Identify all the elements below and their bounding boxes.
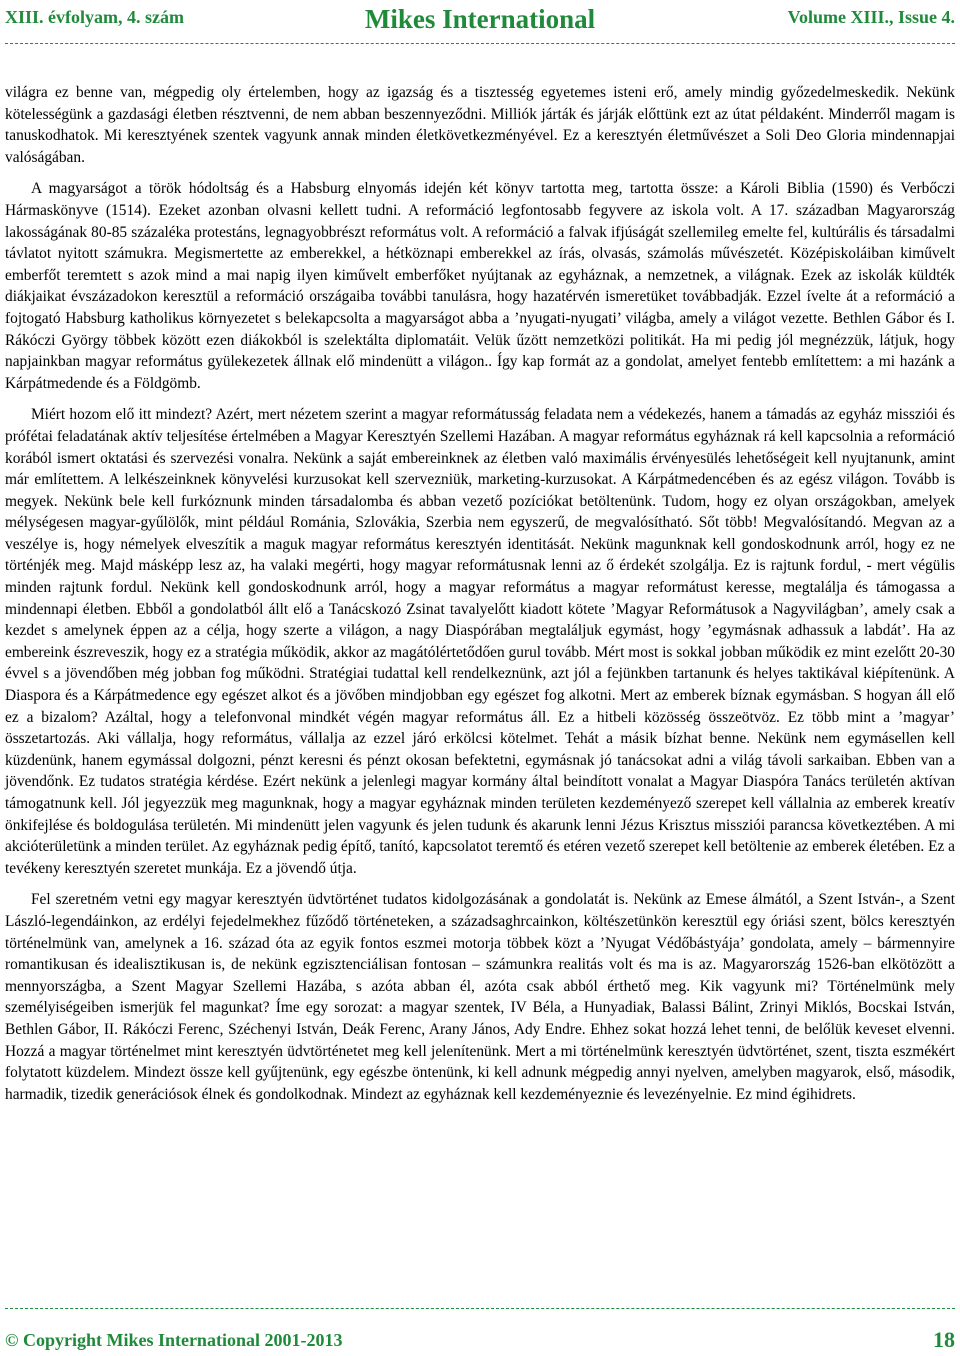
journal-title: Mikes International — [364, 4, 596, 34]
footer-divider — [5, 1308, 955, 1309]
paragraph-3: Miért hozom elő itt mindezt? Azért, mert nézetem szerint a magyar reformátusság feladata nem a védekezés, hanem a támadás az egyház missziói és prófétai feladatának aktív teljesítése értelmében a Magyar Keresztyén Szellemi Hazában. A magyar református egyháznak rá kell kapcsolnia a reformáció korából ismert oktatási és szervezési vonalra. Nekünk a saját embereinknek az életben való maximális érvényesülés lehetőségeit kell nyujtanunk, amint már említettem. A lelkészeinknek könyvelési kurzusokat kell szervezniük, marketing-kurzusokat. A Kárpátmedencében és az egész világon. Tovább is megyek. Nekünk bele kell furkóznunk minden társadalomba és abban vezető pozíciókat betöltenünk. Tudom, hogy ez olyan országokban, amelyek mélységesen magyar-gyűlölők, mint például Románia, Szlovákia, Szerbia nem egyszerű, de megvalósítható. Sőt több! Megvalósítandó. Megvan az a veszélye is, hogy némelyek elveszítik a maguk magyar református keresztyén identitását. Nekünk magunknak kell gondoskodnunk arról, hogy ez ne történjék meg. Majd másképp lesz az, ha valaki megérti, hogy magyar reformátusnak lenni az ő érdekét szolgálja. Ez is rajtunk fordul, - mert végülis minden rajtunk fordul. Nekünk kell gondoskodnunk arról, hogy a magyar református a magyar reformátust keresse, megtalálja és támogassa a mindennapi életben. Ebből a gondolatból állt elő a Tanácskozó Zsinat tavalyelőtt kiadott kötete ’Magyar Reformátusok a Nagyvilágban’, amely csak a kezdet s amelynek éppen az a célja, hogy szerte a világon, a nagy Diaspórában megtaláljuk egymást, hogy ’egymásnak adhassuk a labdát’. Ha az embereink észreveszik, hogy ez a stratégia működik, akkor az magátólértetődően gurul tovább. Mért most is sokkal jobban működik ez mint ezelőtt 20-30 évvel s a jövendőben még jobban fog működni. Stratégiai tudattal kell rendelkeznünk, azt jól a fejünkben tartanunk és helyes taktikával kiépítenünk. A Diaspora és a Kárpátmedence egy egészet alkot és a jövőben mindjobban egy egészet fog alkotni. Mert az emberek bíznak egymásban. S hogyan áll elő ez a bizalom? Azáltal, hogy a telefonvonal mindkét végén magyar református áll. Ez a hitbeli közösség összeötvöz. Ez több mint a ’magyar’ összetartozás. Aki vállalja, hogy református, vállalja az ezzel járó erkölcsi kötelmet. Tehát a másik bízhat benne. Nekünk nem egymásellen kell küzdenünk, hanem egymással dolgozni, pénzt keresni és pénzt okosan befektetni, egymásnak jó tanácsokat adni a világ távoli sarkaiban. Ebben van a jövendőnk. Ez tudatos stratégia kérdése. Ezért nekünk a jelenlegi magyar kormány által beindított vonalat a Magyar Diaspóra Tanács területén aktívan támogatnunk kell. Jól jegyezzük meg magunknak, hogy a magyar egyháznak minden területen kezdeményező szerepet kell vállalnia az emberek kreatív önkifejlése és boldogulása területén. Mi mindenütt jelen vagyunk és jelen tudunk és akarunk lenni Jézus Krisztus missziói parancsa következtében. A mi akcióterületünk a minden terület. Az egyháznak pedig építő, tanító, kapcsolatot teremtő és etéren vezető szerepet kell betöltenie az emberek életében. Ez a tevékeny keresztyén szeretet munkája. Ez a jövendő útja. — [5, 406, 955, 877]
header-divider — [5, 43, 955, 44]
running-header — [5, 4, 955, 34]
paragraph-2: A magyarságot a török hódoltság és a Habsburg elnyomás idején két könyv tartotta meg, tartotta össze: a Károli Biblia (1590) és Verbőczi Hármaskönyve (1514). Ezeket azonban olvasni kellett tudni. A reformáció legfontosabb fegyvere az iskola volt. A 17. században Magyarország lakosságának 80-85 százaléka protestáns, legnagyobbrészt református volt. A reformáció a falvak ifjúságát szellemileg emelte fel, kultúrális és társadalmi távlatot nyitott számukra. Megismertette az emberekkel, a hétköznapi emberekkel az írás, olvasás, számolás művészetét. Középiskoláiban kiművelt emberfőt teremtett s azok mind a mai napig ilyen kiművelt emberfőket nyújtanak az egyháznak, a nemzetnek, a világnak. Ezek az iskolák küldték diákjaikat évszázadokon keresztül a reformáció országaiba további tanulásra, hogy hazatérvén ismeretüket továbbadják. Ezzel ívelte át a reformáció a fojtogató Habsburg katholikus környezetet s belekapcsolta a magyarságot abba a ’nyugati-nyugati’ világba, amely a világot vezette. Bethlen Gábor és I. Rákóczi György többek között ezen diákokból is szelektálta diplomatáit. Velük űzött nemzetközi politikát. Ha mi pedig jól megnézzük, látjuk, hogy napjainkban magyar református gyülekezetek állnak elő mindenütt a világon.. Így kap formát az a gondolat, amelyet fentebb említettem: a mi hazánk a Kárpátmedende és a Földgömb. — [5, 180, 955, 392]
issue-label-hu: XIII. évfolyam, 4. szám — [5, 7, 184, 27]
paragraph-1: világra ez benne van, mégpedig oly értelemben, hogy az igazság és a tisztesség egyetemes isteni erő, amely mindig győzedelmeskedik. Nekünk kötelességünk a gazdasági életben résztvenni, de nem abban beszennyeződni. Milliók járták és járják előttünk ezt az útat példaként. Minderről magam is tanuskodhatok. Mi keresztyének szentek vagyunk annak minden életkövetkezményével. Ez a keresztyén életművészet a Soli Deo Gloria mindennapjai valóságában. — [5, 84, 955, 166]
paragraph-4: Fel szeretném vetni egy magyar keresztyén üdvtörténet tudatos kidolgozásának a gondolatát is. Nekünk az Emese álmától, a Szent István-, a Szent László-legendáinkon, az erdélyi fejedelmekhez fűződő történeteken, a századsaghrcainkon, költészetünkön keresztül egy óriási szent, bölcs keresztyén történelmünk van, amelynek a 16. század óta az egyik fontos eszmei motorja többek közt a ’Nyugat Védőbástyája’ gondolata, amely – bármennyire romantikusan és idealisztikusan is, de nekünk egzisztenciálisan fontosan – számunkra realitás volt és ma is az. Magyarország 1526-ban elkötözött a mennyországba, a Szent Magyar Szellemi Hazába, s azóta abban él, azóta csak abból érthető meg. Kik vagyunk mi? Történelmünk mely személyiségeiben ismerjük fel magunkat? Íme egy sorozat: a magyar szentek, IV Béla, a Hunyadiak, Balassi Bálint, Zrinyi Miklós, Bocskai István, Bethlen Gábor, II. Rákóczi Ferenc, Széchenyi István, Deák Ferenc, Arany János, Ady Endre. Ehhez sokat hozzá lehet tenni, de belőlük keveset elvenni. Hozzá a magyar történelmet mint keresztyén üdvtörténetet meg kell jelenítenünk. Mert a mi történelmünk keresztyén üdvtörténet, szent, tiszta eszmékért folytatott küzdelem. Mindezt össze kell gyűjtenünk, egy egészbe öntenünk, ki kell adnunk mégpedig annyi nyelven, amelyben magyarok, első, második, harmadik, tizedik generációsok élnek és gondolkodnak. Mindezt az egyháznak kell kezdeményeznie és levezényelnie. Ez mind égihidrets. — [5, 891, 955, 1103]
page-number: 18 — [933, 1327, 955, 1352]
article-body — [5, 82, 955, 1115]
copyright-notice: © Copyright Mikes International 2001-2013 — [5, 1330, 343, 1350]
running-footer — [5, 1325, 955, 1353]
issue-label-en: Volume XIII., Issue 4. — [787, 7, 955, 27]
